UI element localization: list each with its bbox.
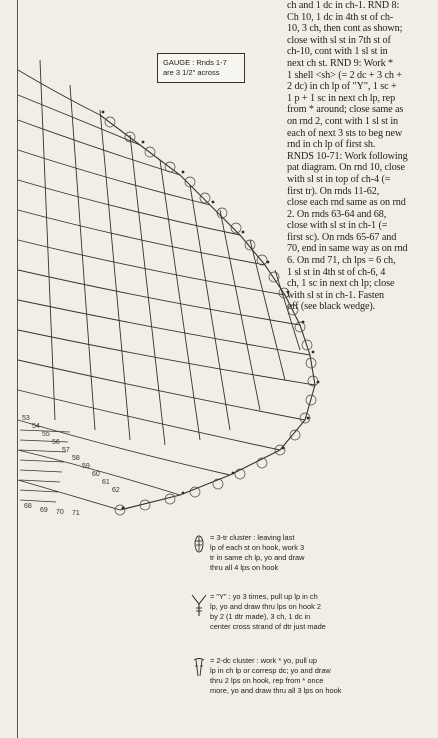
legend-line: thru all 4 lps on hook	[210, 563, 279, 572]
legend-line: lp, yo and draw thru lps on hook 2	[210, 602, 321, 611]
legend-line: more, yo and draw thru all 3 lps on hook	[210, 686, 342, 695]
instruction-line: first sc). On rnds 65-67 and	[287, 231, 397, 243]
instruction-line: from * around; close same as	[287, 104, 404, 116]
instruction-line: 1 shell <sh> (= 2 dc + 3 ch +	[287, 69, 402, 81]
y-stitch-icon	[190, 592, 208, 618]
diagram-label-61: 61	[102, 479, 110, 486]
diagram-label-58: 58	[72, 455, 80, 462]
legend-line: = 2-dc cluster : work * yo, pull up	[210, 656, 318, 665]
diagram-label-71: 71	[72, 510, 80, 517]
instruction-line: ch, 1 sc in next ch lp; close	[287, 278, 395, 290]
gauge-box	[157, 53, 245, 83]
diagram-label-57: 57	[62, 447, 70, 454]
instruction-line: 10, 3 ch, then cont as shown;	[287, 23, 403, 35]
instruction-line: each of next 3 sts to beg new	[287, 127, 403, 139]
diagram-label-56: 56	[52, 439, 60, 446]
legend-line: center cross strand of dtr just made	[210, 622, 326, 631]
instruction-line: next ch st. RND 9: Work *	[287, 57, 393, 69]
diagram-label-62: 62	[112, 487, 120, 494]
legend-line: = 3-tr cluster : leaving last	[210, 533, 295, 542]
diagram-label-59: 59	[82, 463, 90, 470]
instruction-line: 1 p + 1 sc in next ch lp, rep	[287, 92, 396, 104]
instruction-line: first tr). On rnds 11-62,	[287, 185, 380, 197]
instruction-line: on rnd 2, cont with 1 sl st in	[287, 115, 399, 127]
instruction-line: close with sl st in 7th st of	[287, 34, 391, 46]
three-tr-cluster-icon	[190, 533, 208, 559]
gauge-line-1: GAUGE : Rnds 1-7	[163, 58, 227, 67]
instruction-line: with sl st in top of ch-4 (=	[287, 173, 391, 185]
instructions-text	[287, 0, 433, 313]
instruction-line: RNDS 10-71: Work following	[287, 150, 408, 162]
diagram-label-53: 53	[22, 415, 30, 422]
instruction-line: with sl st in ch-1. Fasten	[287, 289, 385, 301]
instruction-line: Ch 10, 1 dc in 4th st of ch-	[287, 11, 394, 23]
instruction-line: 2 dc) in ch lp of "Y", 1 sc +	[287, 81, 397, 93]
instruction-line: ch and 1 dc in ch-1. RND 8:	[287, 0, 400, 11]
legend-line: lp in ch lp or corresp dc; yo and draw	[210, 666, 331, 675]
legend-line: thru 2 lps on hook, rep from * once	[210, 676, 324, 685]
two-dc-cluster-icon	[190, 656, 208, 682]
diagram-label-68: 68	[24, 503, 32, 510]
instruction-line: rnd in ch lp of first sh.	[287, 139, 376, 151]
instruction-line: 70, end in same way as on rnd	[287, 243, 408, 255]
instruction-line: 6. On rnd 71, ch lps = 6 ch,	[287, 255, 396, 267]
instruction-line: pat diagram. On rnd 10, close	[287, 162, 405, 174]
instruction-line: close each rnd same as on rnd	[287, 197, 406, 209]
instruction-line: ch-10, cont with 1 sl st in	[287, 46, 388, 58]
instruction-line: close with sl st in ch-1 (=	[287, 220, 388, 232]
legend-line: tr in same ch lp, yo and draw	[210, 553, 305, 562]
instruction-line: 2. On rnds 63-64 and 68,	[287, 208, 387, 220]
legend-line: = "Y" : yo 3 times, pull up lp in ch	[210, 592, 318, 601]
diagram-label-60: 60	[92, 471, 100, 478]
diagram-label-69: 69	[40, 507, 48, 514]
diagram-label-55: 55	[42, 431, 50, 438]
legend-line: lp of each st on hook, work 3	[210, 543, 305, 552]
instruction-line: off (see black wedge).	[287, 301, 376, 313]
legend-line: by 2 (1 dtr made), 3 ch, 1 dc in	[210, 612, 311, 621]
diagram-label-54: 54	[32, 423, 40, 430]
gauge-line-2: are 3 1/2" across	[163, 68, 220, 77]
diagram-label-70: 70	[56, 509, 64, 516]
instruction-line: 1 sl st in 4th st of ch-6, 4	[287, 266, 386, 278]
